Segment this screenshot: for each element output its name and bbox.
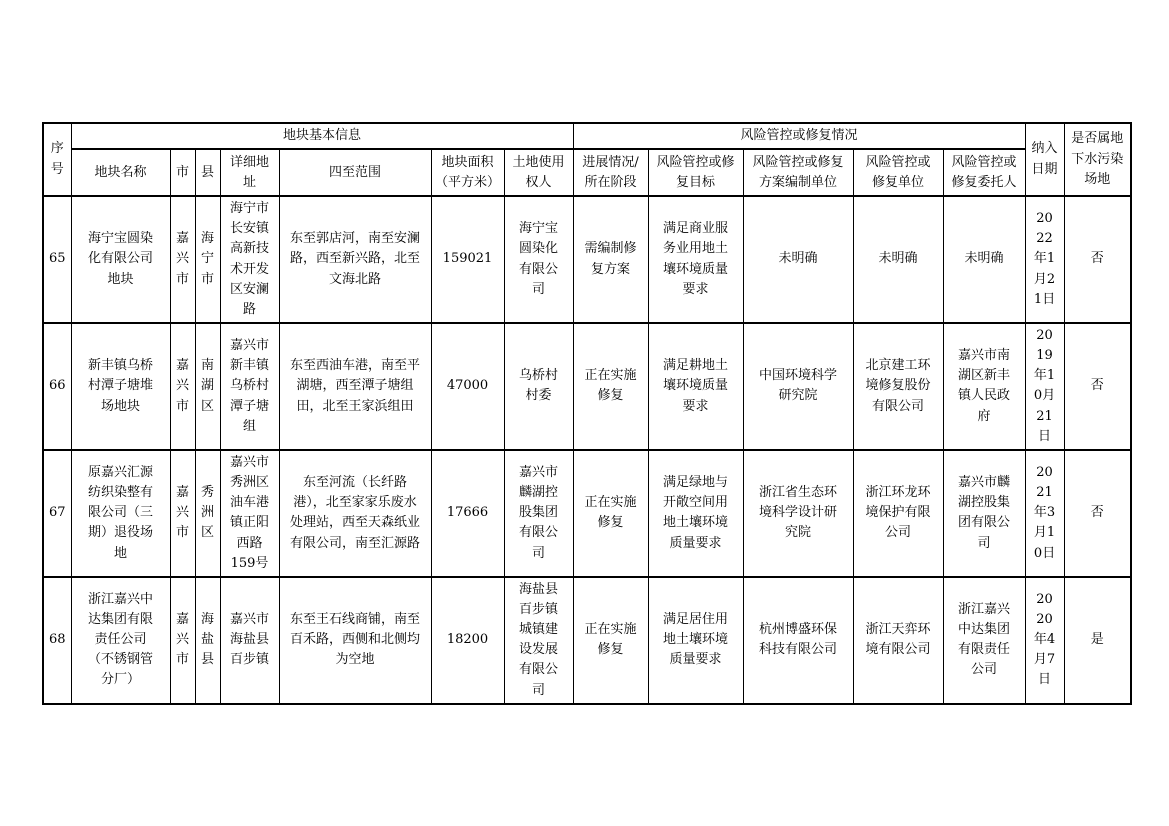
cell-boundary: 东至王石线商铺，南至百禾路，西侧和北侧均为空地 [279, 577, 431, 704]
cell-client: 浙江嘉兴中达集团有限责任公司 [943, 577, 1025, 704]
cell-parcel-name: 原嘉兴汇源纺织染整有限公司（三期）退役场地 [71, 450, 170, 577]
header-boundary: 四至范围 [279, 149, 431, 196]
cell-serial: 66 [43, 323, 71, 450]
header-address: 详细地址 [220, 149, 279, 196]
cell-target: 满足绿地与开敞空间用地土壤环境质量要求 [648, 450, 743, 577]
cell-city: 嘉兴市 [170, 323, 195, 450]
table-row [43, 196, 1131, 323]
cell-groundwater: 否 [1064, 323, 1131, 450]
cell-serial: 65 [43, 196, 71, 323]
cell-inclusion-date: 2021年3月10日 [1025, 450, 1064, 577]
header-groundwater-site: 是否属地下水污染场地 [1064, 123, 1131, 196]
cell-progress: 正在实施修复 [573, 577, 648, 704]
cell-client: 未明确 [943, 196, 1025, 323]
cell-county: 海盐县 [195, 577, 220, 704]
header-area-line1: 地块面积 [441, 154, 494, 170]
cell-client: 嘉兴市南湖区新丰镇人民政府 [943, 323, 1025, 450]
cell-inclusion-date: 2022年1月21日 [1025, 196, 1064, 323]
header-group-basic-info: 地块基本信息 [71, 123, 573, 149]
cell-plan-unit: 浙江省生态环境科学设计研究院 [743, 450, 853, 577]
cell-land-user: 海宁宝圆染化有限公司 [504, 196, 573, 323]
cell-parcel-name: 浙江嘉兴中达集团有限责任公司（不锈钢管分厂） [71, 577, 170, 704]
cell-inclusion-date: 2020年4月7日 [1025, 577, 1064, 704]
header-serial: 序号 [43, 123, 71, 196]
cell-city: 嘉兴市 [170, 450, 195, 577]
cell-boundary: 东至河流（长纤路港），北至家家乐废水处理站，西至天森纸业有限公司，南至汇源路 [279, 450, 431, 577]
table-row [43, 450, 1131, 577]
header-client: 风险管控或修复委托人 [943, 149, 1025, 196]
cell-client: 嘉兴市麟湖控股集团有限公司 [943, 450, 1025, 577]
header-land-user: 土地使用权人 [504, 149, 573, 196]
cell-county: 南湖区 [195, 323, 220, 450]
cell-target: 满足居住用地土壤环境质量要求 [648, 577, 743, 704]
cell-parcel-name: 海宁宝圆染化有限公司地块 [71, 196, 170, 323]
header-plan-unit: 风险管控或修复方案编制单位 [743, 149, 853, 196]
cell-serial: 67 [43, 450, 71, 577]
cell-target: 满足商业服务业用地土壤环境质量要求 [648, 196, 743, 323]
cell-repair-unit: 浙江天弈环境有限公司 [853, 577, 943, 704]
cell-city: 嘉兴市 [170, 196, 195, 323]
header-group-row [43, 123, 1131, 149]
header-progress: 进展情况/所在阶段 [573, 149, 648, 196]
cell-inclusion-date: 2019年10月21日 [1025, 323, 1064, 450]
cell-parcel-name: 新丰镇乌桥村潭子塘堆场地块 [71, 323, 170, 450]
cell-repair-unit: 浙江环龙环境保护有限公司 [853, 450, 943, 577]
land-parcel-table [42, 122, 1132, 705]
header-inclusion-date: 纳入日期 [1025, 123, 1064, 196]
cell-serial: 68 [43, 577, 71, 704]
cell-land-user: 海盐县百步镇城镇建设发展有限公司 [504, 577, 573, 704]
cell-city: 嘉兴市 [170, 577, 195, 704]
cell-progress: 正在实施修复 [573, 450, 648, 577]
cell-area: 18200 [431, 577, 504, 704]
cell-groundwater: 否 [1064, 196, 1131, 323]
cell-plan-unit: 杭州博盛环保科技有限公司 [743, 577, 853, 704]
header-group-risk-control: 风险管控或修复情况 [573, 123, 1025, 149]
header-city: 市 [170, 149, 195, 196]
cell-repair-unit: 未明确 [853, 196, 943, 323]
cell-county: 秀洲区 [195, 450, 220, 577]
cell-land-user: 乌桥村村委 [504, 323, 573, 450]
header-area-line2: （平方米） [434, 174, 500, 190]
cell-plan-unit: 未明确 [743, 196, 853, 323]
cell-groundwater: 是 [1064, 577, 1131, 704]
cell-target: 满足耕地土壤环境质量要求 [648, 323, 743, 450]
header-area [431, 149, 504, 196]
cell-address: 嘉兴市新丰镇乌桥村潭子塘组 [220, 323, 279, 450]
cell-progress: 正在实施修复 [573, 323, 648, 450]
cell-boundary: 东至郭店河，南至安澜路，西至新兴路，北至文海北路 [279, 196, 431, 323]
cell-progress: 需编制修复方案 [573, 196, 648, 323]
cell-area: 47000 [431, 323, 504, 450]
cell-address: 嘉兴市海盐县百步镇 [220, 577, 279, 704]
table-row [43, 323, 1131, 450]
header-target: 风险管控或修复目标 [648, 149, 743, 196]
cell-area: 17666 [431, 450, 504, 577]
cell-area: 159021 [431, 196, 504, 323]
cell-groundwater: 否 [1064, 450, 1131, 577]
cell-county: 海宁市 [195, 196, 220, 323]
header-parcel-name: 地块名称 [71, 149, 170, 196]
header-county: 县 [195, 149, 220, 196]
cell-land-user: 嘉兴市麟湖控股集团有限公司 [504, 450, 573, 577]
cell-address: 嘉兴市秀洲区油车港镇正阳西路159号 [220, 450, 279, 577]
table-row [43, 577, 1131, 704]
cell-repair-unit: 北京建工环境修复股份有限公司 [853, 323, 943, 450]
cell-boundary: 东至西油车港，南至平湖塘，西至潭子塘组田，北至王家浜组田 [279, 323, 431, 450]
cell-plan-unit: 中国环境科学研究院 [743, 323, 853, 450]
header-sub-row [43, 149, 1131, 196]
cell-address: 海宁市长安镇高新技术开发区安澜路 [220, 196, 279, 323]
header-repair-unit: 风险管控或修复单位 [853, 149, 943, 196]
